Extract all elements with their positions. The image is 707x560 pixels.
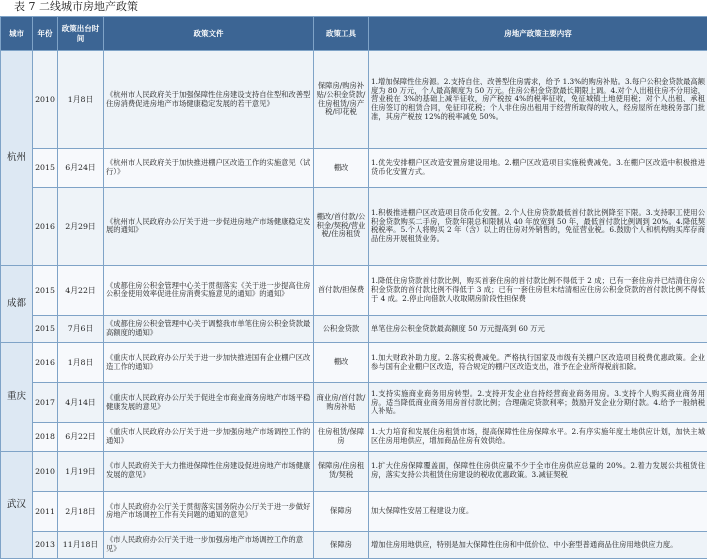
year-cell: 2017 bbox=[33, 383, 58, 423]
date-cell: 4月14日 bbox=[58, 383, 104, 423]
date-cell: 4月22日 bbox=[58, 265, 104, 315]
content-cell: 1.大力培育和发展住房租赁市场，提高保障性住房保障水平。2.有序实施年度土地供应计划，加快主城区住房用地供应，增加商品住房有效供给。 bbox=[369, 423, 707, 451]
date-cell: 11月18日 bbox=[58, 531, 104, 558]
table-row bbox=[1, 316, 707, 343]
tool-cell: 公积金贷款 bbox=[314, 316, 369, 343]
doc-cell: 《重庆市人民政府办公厅关于进一步加强房地产市场调控工作的通知》 bbox=[104, 423, 314, 451]
content-cell: 单笔住房公积金贷款最高额度 50 万元提高到 60 万元 bbox=[369, 316, 707, 343]
tool-cell: 保障房 bbox=[314, 491, 369, 531]
table-row bbox=[1, 531, 707, 558]
content-cell: 1.增加保障性住房源。2.支持自住、改善型住房需求，给予 1.3%的购房补贴。3.每户公积金贷款最高额度为 80 万元，个人最高额度为 50 万元。住房公积金贷款最长期限上调。4.对个人出租住房不分用途，营业税在 3%的基础上减半征收，房产税按 4%的税率征收，免征城镇土地使用税；对个人出租、承租住房签订的租赁合同，免征印花税；个人非住房出租用于经营所取得的收入，经房屋所在地税务部门批准，其房产税按 12%的税率减免 50%。 bbox=[369, 51, 707, 149]
content-cell: 加大保障性安居工程建设力度。 bbox=[369, 491, 707, 531]
date-cell: 2月29日 bbox=[58, 187, 104, 265]
tool-cell: 保障房/购房补贴/公积金贷款/住房租赁/房产税/印花税 bbox=[314, 51, 369, 149]
content-cell: 1.积极推进棚户区改造项目货币化安置。2.个人住房贷款最低首付款比例降至下限。3.支持职工使用公积金贷款购买二手房，贷款年限总和限制从 40 年放宽到 50 年，最低首付款比例调到 20%。4.降低契税税率。5.个人将购买 2 年（含）以上的住房对外销售的，免征营业税。6.鼓励个人和机构购买库存商品住房开展租赁业务。 bbox=[369, 187, 707, 265]
policy-table bbox=[0, 16, 707, 559]
content-cell: 增加住房用地供应，特别是加大保障性住房和中低价位、中小套型普通商品住房用地供应力度。 bbox=[369, 531, 707, 558]
table-row bbox=[1, 149, 707, 187]
table-row bbox=[1, 265, 707, 315]
doc-cell: 《成都住房公积金管理中心关于贯彻落实《关于进一步提高住房公积金使用效率促进住房消费实施意见的通知》的通知》 bbox=[104, 265, 314, 315]
date-cell: 2月18日 bbox=[58, 491, 104, 531]
header-date: 政策出台时间 bbox=[58, 17, 104, 51]
doc-cell: 《市人民政府关于大力推进保障性住房建设促进房地产市场健康发展的意见》 bbox=[104, 451, 314, 491]
city-cell-wuhan: 武汉 bbox=[1, 451, 33, 558]
tool-cell: 商业房/首付款/购房补贴 bbox=[314, 383, 369, 423]
doc-cell: 《成都住房公积金管理中心关于调整我市单笔住房公积金贷款最高额度的通知》 bbox=[104, 316, 314, 343]
year-cell: 2015 bbox=[33, 149, 58, 187]
doc-cell: 《市人民政府办公厅关于进一步加强房地产市场调控工作的意见》 bbox=[104, 531, 314, 558]
header-year: 年份 bbox=[33, 17, 58, 51]
table-row bbox=[1, 383, 707, 423]
content-cell: 1.降低住房贷款首付款比例，购买首套住房的首付款比例不得低于 2 成；已有一套住房并已结清住房公积金贷款的首付款比例不得低于 3 成；已有一套住房但未结清相应住房公积金贷款的首付款比例不得低于 4 成。2.停止向借款人收取期房阶段性担保费 bbox=[369, 265, 707, 315]
tool-cell: 保障房/住房租赁/契税 bbox=[314, 451, 369, 491]
header-doc: 政策文件 bbox=[104, 17, 314, 51]
year-cell: 2016 bbox=[33, 343, 58, 383]
header-tool: 政策工具 bbox=[314, 17, 369, 51]
doc-cell: 《市人民政府办公厅关于贯彻落实国务院办公厅关于进一步做好房地产市场调控工作有关问题的通知的意见》 bbox=[104, 491, 314, 531]
date-cell: 1月19日 bbox=[58, 451, 104, 491]
date-cell: 7月6日 bbox=[58, 316, 104, 343]
header-content: 房地产政策主要内容 bbox=[369, 17, 707, 51]
table-row bbox=[1, 423, 707, 451]
year-cell: 2018 bbox=[33, 423, 58, 451]
date-cell: 1月8日 bbox=[58, 51, 104, 149]
content-cell: 1.支持实施商业商务用房转型。2.支持开发企业自持经营商业商务用房。3.支持个人购买商业商务用房。适当降低商业商务用房首付款比例；合理确定贷款利率；鼓励开发企业分期付款。4.给予一般纳税人补贴。 bbox=[369, 383, 707, 423]
tool-cell: 棚改 bbox=[314, 343, 369, 383]
header-city: 城市 bbox=[1, 17, 33, 51]
table-row bbox=[1, 51, 707, 149]
city-cell-chongqing: 重庆 bbox=[1, 343, 33, 451]
date-cell: 6月22日 bbox=[58, 423, 104, 451]
year-cell: 2013 bbox=[33, 531, 58, 558]
doc-cell: 《重庆市人民政府办公厅关于促进全市商业商务房地产市场平稳健康发展的意见》 bbox=[104, 383, 314, 423]
tool-cell: 棚改/首付款/公积金/契税/营业税/住房租赁 bbox=[314, 187, 369, 265]
tool-cell: 棚改 bbox=[314, 149, 369, 187]
table-row bbox=[1, 491, 707, 531]
table-row bbox=[1, 187, 707, 265]
content-cell: 1.优先安排棚户区改造安置房建设用地。2.棚户区改造项目实施税费减免。3.在棚户区改造中积极推进货币化安置方式。 bbox=[369, 149, 707, 187]
table-caption: 表 7 二线城市房地产政策 bbox=[14, 0, 138, 13]
year-cell: 2015 bbox=[33, 265, 58, 315]
year-cell: 2016 bbox=[33, 187, 58, 265]
tool-cell: 住房租赁/保障房 bbox=[314, 423, 369, 451]
content-cell: 1.扩大住房保障覆盖面，保障性住房供应量不少于全市住房供应总量的 20%。2.着力发展公共租赁住房，落实支持公共租赁住房建设的税收优惠政策。3.减征契税 bbox=[369, 451, 707, 491]
doc-cell: 《杭州市人民政府办公厅关于进一步促进房地产市场健康稳定发展的通知》 bbox=[104, 187, 314, 265]
city-cell-chengdu: 成都 bbox=[1, 265, 33, 342]
year-cell: 2011 bbox=[33, 491, 58, 531]
doc-cell: 《重庆市人民政府办公厅关于进一步加快推进国有企业棚户区改造工作的通知》 bbox=[104, 343, 314, 383]
table-row bbox=[1, 451, 707, 491]
date-cell: 6月24日 bbox=[58, 149, 104, 187]
tool-cell: 保障房 bbox=[314, 531, 369, 558]
table-row bbox=[1, 343, 707, 383]
tool-cell: 首付款/担保费 bbox=[314, 265, 369, 315]
date-cell: 1月8日 bbox=[58, 343, 104, 383]
content-cell: 1.加大财政补助力度。2.落实税费减免。严格执行国家及市级有关棚户区改造项目税费优惠政策。企业参与国有企业棚户区改造，符合规定的棚户区改造支出，准予在企业所得税前扣除。 bbox=[369, 343, 707, 383]
doc-cell: 《杭州市人民政府关于加强保障性住房建设支持自住型和改善型住房消费促进房地产市场健康稳定发展的若干意见》 bbox=[104, 51, 314, 149]
table-header-row bbox=[1, 17, 707, 51]
year-cell: 2015 bbox=[33, 316, 58, 343]
year-cell: 2010 bbox=[33, 451, 58, 491]
year-cell: 2010 bbox=[33, 51, 58, 149]
city-cell-hangzhou: 杭州 bbox=[1, 51, 33, 266]
doc-cell: 《杭州市人民政府关于加快推进棚户区改造工作的实施意见（试行）》 bbox=[104, 149, 314, 187]
